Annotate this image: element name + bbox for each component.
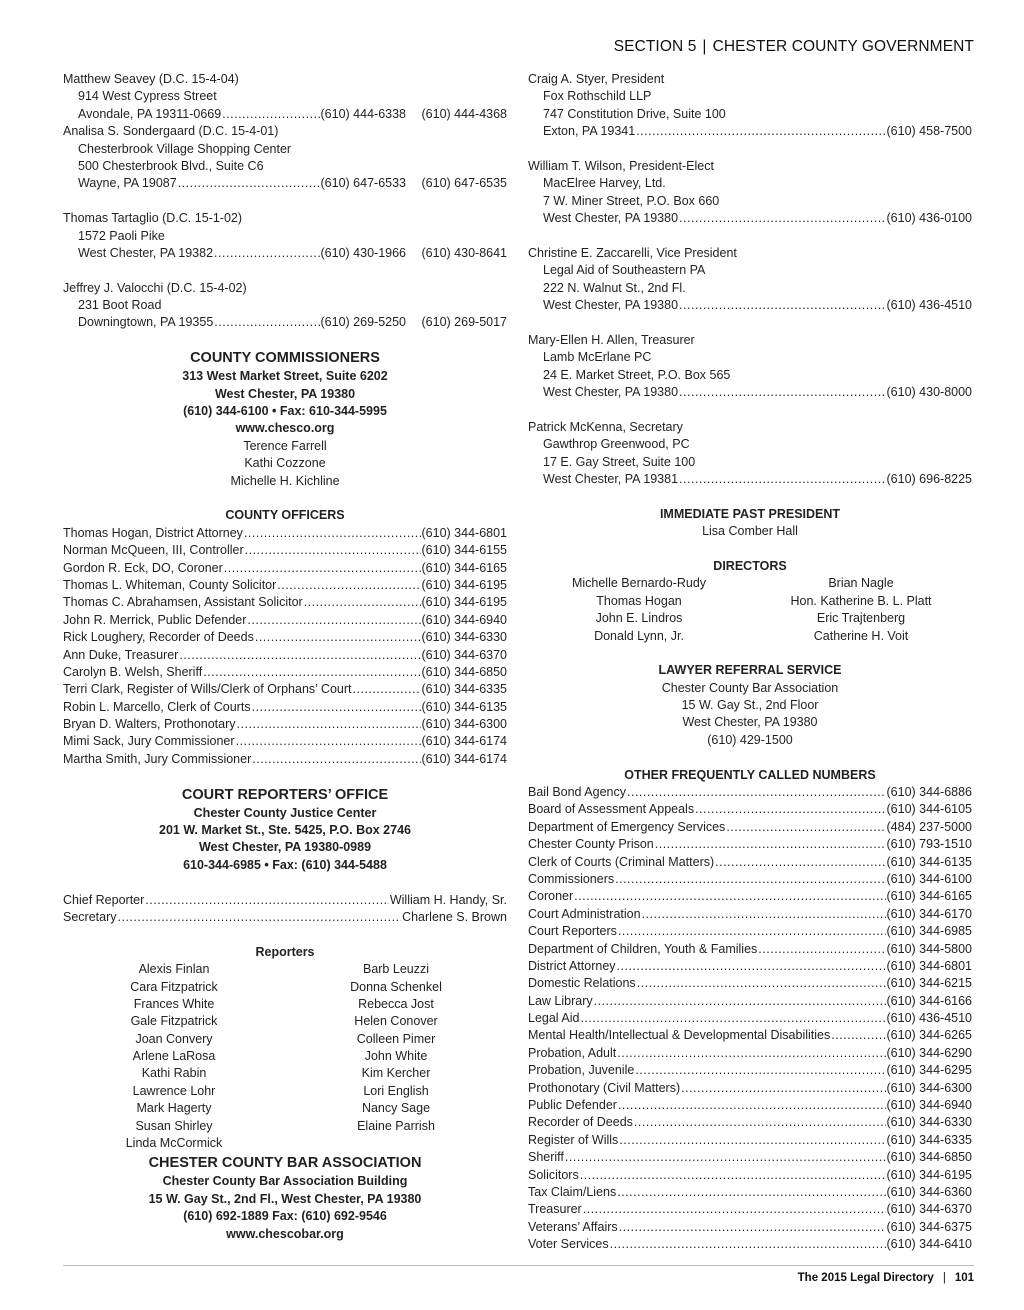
row-value: (610) 344-6335 <box>421 682 507 697</box>
reporter-name: Cara Fitzpatrick <box>130 979 218 994</box>
officer-row <box>63 629 507 646</box>
row-label: Avondale, PA 19311-0669 <box>78 106 222 121</box>
row-value: (610) 344-6375 <box>886 1219 972 1234</box>
county-commissioners-section <box>63 349 507 490</box>
entry-name: Jeffrey J. Valocchi (D.C. 15-4-02) <box>63 280 247 295</box>
phone-row <box>528 801 972 818</box>
row-value: (610) 793-1510 <box>886 837 972 852</box>
officer-row <box>63 733 507 750</box>
fax-value: (610) 444-4368 <box>421 106 507 121</box>
reporter-name: Alexis Finlan <box>138 962 210 977</box>
past-president-name: Lisa Comber Hall <box>702 524 798 539</box>
reporter-name: Mark Hagerty <box>136 1101 212 1116</box>
row-value: (610) 344-6166 <box>886 993 972 1008</box>
commissioner-list <box>63 438 507 490</box>
row-value: (610) 647-6533 <box>320 176 406 191</box>
row-label: Register of Wills <box>528 1132 619 1147</box>
section-label: SECTION 5 <box>613 38 697 55</box>
row-value: (610) 344-6174 <box>421 751 507 766</box>
row-label: Chester County Prison <box>528 837 654 852</box>
page-number: 101 <box>954 1272 974 1284</box>
row-value: (610) 344-6195 <box>421 595 507 610</box>
entry-address-line: 222 N. Walnut St., 2nd Fl. <box>543 280 686 295</box>
address: 313 West Market Street, Suite 6202 <box>182 369 388 384</box>
officer-row <box>63 647 507 664</box>
row-label: Robin L. Marcello, Clerk of Courts <box>63 699 251 714</box>
reporter-name: Kathi Rabin <box>141 1066 207 1081</box>
row-value: (610) 344-6170 <box>886 906 972 921</box>
entry-address-line: Gawthrop Greenwood, PC <box>543 437 690 452</box>
row-value: (610) 430-8000 <box>886 385 972 400</box>
row-label: Commissioners <box>528 871 615 886</box>
phone-row <box>528 1027 972 1044</box>
director-name: Catherine H. Voit <box>813 628 909 643</box>
phone-row <box>528 1149 972 1166</box>
referral-line: 15 W. Gay St., 2nd Floor <box>681 698 819 713</box>
row-label: Voter Services <box>528 1237 609 1252</box>
row-label: Domestic Relations <box>528 976 636 991</box>
entry-name: Christine E. Zaccarelli, Vice President <box>528 245 737 260</box>
phone-row <box>528 819 972 836</box>
row-label: Tax Claim/Liens <box>528 1185 617 1199</box>
row-label: Clerk of Courts (Criminal Matters) <box>528 854 715 869</box>
directory-entry <box>63 123 507 193</box>
row-label: Veterans’ Affairs <box>528 1219 618 1234</box>
phone-row <box>528 993 972 1010</box>
footer-divider <box>63 1265 974 1266</box>
section-heading: CHESTER COUNTY BAR ASSOCIATION <box>148 1155 422 1172</box>
directors-right-column <box>750 575 972 645</box>
entry-address-line: 1572 Paoli Pike <box>78 228 165 243</box>
phone-row <box>528 1167 972 1184</box>
director-name: John E. Lindros <box>595 611 683 626</box>
row-label: Public Defender <box>528 1098 617 1113</box>
row-label: Secretary <box>63 909 117 924</box>
officer-row <box>63 751 507 768</box>
lawyer-referral-section <box>528 662 972 749</box>
bar-officer-entries <box>528 71 972 488</box>
row-label: Thomas C. Abrahamsen, Assistant Solicitor <box>63 595 303 610</box>
row-value: (610) 344-6330 <box>886 1115 972 1130</box>
address: 201 W. Market St., Ste. 5425, P.O. Box 2746 <box>159 823 411 838</box>
row-label: West Chester, PA 19380 <box>543 385 679 400</box>
entry-name: William T. Wilson, President-Elect <box>528 158 714 173</box>
officer-row <box>63 542 507 559</box>
reporter-name: Lawrence Lohr <box>132 1083 216 1098</box>
publication-title: The 2015 Legal Directory <box>797 1272 934 1284</box>
entry-address-line: 24 E. Market Street, P.O. Box 565 <box>543 367 731 382</box>
row-value: (610) 436-0100 <box>886 211 972 226</box>
row-value: (610) 344-6330 <box>421 630 507 645</box>
row-label: Chief Reporter <box>63 892 145 907</box>
reporters-list <box>63 961 507 1152</box>
phone-row <box>528 1184 972 1201</box>
row-value: (610) 344-6135 <box>421 699 507 714</box>
entry-address-line: 17 E. Gay Street, Suite 100 <box>543 454 696 469</box>
referral-line: Chester County Bar Association <box>661 680 839 695</box>
row-label: Terri Clark, Register of Wills/Clerk of Orphans’ Court <box>63 682 352 697</box>
row-value: (610) 344-6290 <box>886 1045 972 1060</box>
section-title: CHESTER COUNTY GOVERNMENT <box>712 38 974 55</box>
row-value: William H. Handy, Sr. <box>389 892 507 907</box>
building: Chester County Bar Association Building <box>162 1174 408 1189</box>
phone-row <box>528 975 972 992</box>
officer-row <box>63 525 507 542</box>
phone-row <box>528 871 972 888</box>
phone-row <box>528 1045 972 1062</box>
phone-row <box>528 1219 972 1236</box>
row-label: Gordon R. Eck, DO, Coroner <box>63 560 223 575</box>
row-value: (610) 344-6801 <box>886 958 972 973</box>
director-name: Brian Nagle <box>828 576 894 591</box>
entry-address-line: Lamb McErlane PC <box>543 350 652 365</box>
row-value: (610) 436-4510 <box>886 298 972 313</box>
phone-row <box>528 1132 972 1149</box>
entry-name: Analisa S. Sondergaard (D.C. 15-4-01) <box>63 124 279 139</box>
row-label: Thomas L. Whiteman, County Solicitor <box>63 577 277 592</box>
entry-name: Mary-Ellen H. Allen, Treasurer <box>528 332 695 347</box>
header-separator: | <box>702 38 707 55</box>
row-label: Probation, Adult <box>528 1045 617 1060</box>
entry-contact-row <box>528 384 972 401</box>
row-label: Board of Assessment Appeals <box>528 802 695 817</box>
director-name: Michelle Bernardo-Rudy <box>571 576 707 591</box>
officer-list <box>63 525 507 768</box>
reporter-name: Gale Fitzpatrick <box>130 1014 218 1029</box>
row-label: Court Reporters <box>528 924 617 939</box>
commissioner-name: Kathi Cozzone <box>244 456 326 471</box>
fax-value: (610) 430-8641 <box>421 245 507 260</box>
left-column <box>63 71 507 1243</box>
row-label: Bail Bond Agency <box>528 785 626 800</box>
section-heading: DIRECTORS <box>713 558 787 573</box>
phone-row <box>528 854 972 871</box>
row-label: Martha Smith, Jury Commissioner <box>63 751 252 766</box>
phone-row <box>528 923 972 940</box>
row-label: West Chester, PA 19382 <box>78 245 214 260</box>
reporter-name: Barb Leuzzi <box>362 962 429 977</box>
row-value: (610) 344-6940 <box>421 612 507 627</box>
entry-address-line: Legal Aid of Southeastern PA <box>543 263 706 278</box>
entry-contact-row <box>63 245 507 262</box>
directory-entry <box>63 210 507 262</box>
row-label: Coroner <box>528 889 574 904</box>
row-value: (610) 344-6335 <box>886 1132 972 1147</box>
reporter-name: Nancy Sage <box>361 1101 431 1116</box>
entry-contact-row <box>528 297 972 314</box>
city: West Chester, PA 19380 <box>214 386 356 401</box>
row-value: (610) 430-1966 <box>320 245 406 260</box>
row-label: Ann Duke, Treasurer <box>63 647 179 662</box>
directors-section <box>528 558 972 645</box>
entry-address-line: 7 W. Miner Street, P.O. Box 660 <box>543 193 720 208</box>
row-label: Thomas Hogan, District Attorney <box>63 525 243 540</box>
section-heading: COURT REPORTERS’ OFFICE <box>181 786 389 803</box>
directory-entry <box>528 245 972 315</box>
entry-contact-row <box>63 106 507 123</box>
referral-line: West Chester, PA 19380 <box>682 715 818 730</box>
other-numbers-section <box>528 767 972 1254</box>
directory-entry <box>528 158 972 228</box>
directors-left-column <box>528 575 750 645</box>
phone-row <box>528 1097 972 1114</box>
entry-name: Matthew Seavey (D.C. 15-4-04) <box>63 72 239 86</box>
phone-row <box>528 1062 972 1079</box>
row-label: Law Library <box>528 993 593 1008</box>
reporter-name: Linda McCormick <box>125 1136 223 1151</box>
row-label: Mental Health/Intellectual & Developmental Disabilities <box>528 1028 831 1043</box>
commissioner-name: Terence Farrell <box>243 438 327 453</box>
reporter-name: Colleen Pimer <box>356 1031 436 1046</box>
reporters-right-column <box>285 961 507 1152</box>
county-officers-section <box>63 507 507 768</box>
section-heading: LAWYER REFERRAL SERVICE <box>658 663 842 678</box>
row-value: (610) 436-4510 <box>886 1011 972 1026</box>
phone-row <box>528 888 972 905</box>
row-label: Solicitors <box>528 1167 579 1182</box>
phone-row <box>528 958 972 975</box>
right-column <box>528 71 972 1254</box>
bar-association-section <box>63 1154 507 1243</box>
row-value: (610) 444-6338 <box>320 106 406 121</box>
other-numbers-list <box>528 784 972 1254</box>
row-label: Downingtown, PA 19355 <box>78 315 214 330</box>
reporter-name: Rebecca Jost <box>358 996 434 1011</box>
entry-contact-row <box>63 314 507 331</box>
section-heading: IMMEDIATE PAST PRESIDENT <box>659 506 841 521</box>
reporter-name: Elaine Parrish <box>357 1118 435 1133</box>
section-heading: COUNTY OFFICERS <box>225 508 345 523</box>
officer-row <box>63 681 507 698</box>
row-value: (610) 344-6165 <box>421 560 507 575</box>
row-label: Prothonotary (Civil Matters) <box>528 1080 681 1095</box>
row-label: Rick Loughery, Recorder of Deeds <box>63 630 254 645</box>
row-value: (610) 344-6886 <box>886 785 972 800</box>
reporters-heading: Reporters <box>255 944 315 959</box>
row-label: Sheriff <box>528 1150 564 1165</box>
director-name: Donald Lynn, Jr. <box>594 628 684 643</box>
reporter-name: Joan Convery <box>135 1031 213 1046</box>
row-value: (610) 344-6215 <box>886 976 972 991</box>
directory-entry <box>528 419 972 489</box>
row-value: (610) 344-6165 <box>886 889 972 904</box>
reporters-left-column <box>63 961 285 1152</box>
entry-address-line: 500 Chesterbrook Blvd., Suite C6 <box>78 158 264 173</box>
address: 15 W. Gay St., 2nd Fl., West Chester, PA 19380 <box>148 1191 422 1206</box>
phone-row <box>528 906 972 923</box>
row-label: Recorder of Deeds <box>528 1115 633 1130</box>
reporter-name: Susan Shirley <box>135 1118 213 1133</box>
row-label: Bryan D. Walters, Prothonotary <box>63 717 236 732</box>
row-value: (610) 344-6265 <box>886 1028 972 1043</box>
entry-contact-row <box>528 471 972 488</box>
entry-address-line: 914 West Cypress Street <box>78 89 217 104</box>
phone: 610-344-6985 • Fax: (610) 344-5488 <box>183 857 387 872</box>
officer-row <box>63 577 507 594</box>
row-value: (610) 344-6300 <box>421 717 507 732</box>
reporter-name: Lori English <box>363 1083 429 1098</box>
entry-contact-row <box>528 210 972 227</box>
officer-row <box>63 594 507 611</box>
row-value: (610) 344-6410 <box>886 1237 972 1252</box>
row-label: Department of Children, Youth & Families <box>528 941 758 956</box>
footer-separator: | <box>942 1272 946 1284</box>
court-reporters-section <box>63 786 507 1153</box>
directory-entry <box>528 71 972 141</box>
row-value: (610) 344-6850 <box>421 664 507 679</box>
section-heading: COUNTY COMMISSIONERS <box>190 350 380 367</box>
row-label: District Attorney <box>528 958 616 973</box>
row-value: (610) 344-6100 <box>886 871 972 886</box>
row-value: (610) 344-6295 <box>886 1063 972 1078</box>
row-value: (610) 344-6105 <box>886 802 972 817</box>
entry-address-line: 747 Constitution Drive, Suite 100 <box>543 106 726 121</box>
row-value: (610) 344-6155 <box>421 543 507 558</box>
section-heading: OTHER FREQUENTLY CALLED NUMBERS <box>624 767 876 782</box>
building: Chester County Justice Center <box>193 805 377 820</box>
phone-row <box>528 1080 972 1097</box>
row-label: Wayne, PA 19087 <box>78 176 177 191</box>
referral-lines <box>528 680 972 750</box>
row-value: (610) 344-6195 <box>886 1167 972 1182</box>
row-value: (610) 344-6360 <box>886 1185 972 1199</box>
phone-row <box>528 1201 972 1218</box>
phone-row <box>528 1114 972 1131</box>
row-label: Treasurer <box>528 1202 582 1217</box>
phone-row <box>528 836 972 853</box>
reporter-name: Donna Schenkel <box>350 979 442 994</box>
entry-name: Patrick McKenna, Secretary <box>528 419 683 434</box>
directory-entry <box>63 280 507 332</box>
entry-address-line: Fox Rothschild LLP <box>543 89 652 104</box>
row-value: (610) 269-5250 <box>320 315 406 330</box>
entry-name: Thomas Tartaglio (D.C. 15-1-02) <box>63 211 243 226</box>
entry-address-line: MacElree Harvey, Ltd. <box>543 176 666 191</box>
referral-line: (610) 429-1500 <box>707 732 793 747</box>
row-value: (610) 344-6940 <box>886 1098 972 1113</box>
row-label: Department of Emergency Services <box>528 819 726 834</box>
page-header <box>614 38 974 56</box>
directors-list <box>528 575 972 645</box>
row-label: Probation, Juvenile <box>528 1063 635 1078</box>
row-label: Exton, PA 19341 <box>543 124 636 139</box>
row-value: (610) 344-6370 <box>886 1202 972 1217</box>
phone-row <box>528 1010 972 1027</box>
officer-row <box>63 560 507 577</box>
directory-entry <box>63 71 507 123</box>
row-label: John R. Merrick, Public Defender <box>63 612 247 627</box>
row-label: Norman McQueen, III, Controller <box>63 543 244 558</box>
fax-value: (610) 647-6535 <box>421 176 507 191</box>
phone-row <box>528 941 972 958</box>
reporter-name: John White <box>364 1049 428 1064</box>
phone: (610) 692-1889 Fax: (610) 692-9546 <box>183 1209 387 1224</box>
row-label: West Chester, PA 19381 <box>543 471 679 486</box>
row-value: (610) 344-6135 <box>886 854 972 869</box>
row-value: (610) 696-8225 <box>886 471 972 486</box>
website-link[interactable]: www.chescobar.org <box>226 1226 344 1241</box>
entry-address-line: 231 Boot Road <box>78 298 162 313</box>
entry-name: Craig A. Styer, President <box>528 72 665 86</box>
row-label: Mimi Sack, Jury Commissioner <box>63 734 235 749</box>
row-label: Legal Aid <box>528 1011 580 1026</box>
row-value: (610) 344-6370 <box>421 647 507 662</box>
city: West Chester, PA 19380-0989 <box>198 840 372 855</box>
reporter-name: Frances White <box>133 996 215 1011</box>
officer-row <box>63 699 507 716</box>
row-value: (610) 344-6195 <box>421 577 507 592</box>
entry-contact-row <box>528 123 972 140</box>
row-value: (610) 344-6300 <box>886 1080 972 1095</box>
phone-row <box>528 1236 972 1253</box>
reporter-name: Helen Conover <box>354 1014 438 1029</box>
page-footer <box>798 1272 974 1284</box>
row-value: (610) 344-6174 <box>421 734 507 749</box>
chief-reporter-row <box>63 892 507 909</box>
director-name: Hon. Katherine B. L. Platt <box>790 593 932 608</box>
row-label: West Chester, PA 19380 <box>543 298 679 313</box>
director-name: Eric Trajtenberg <box>816 611 906 626</box>
row-value: (484) 237-5000 <box>886 819 972 834</box>
row-value: (610) 344-5800 <box>886 941 972 956</box>
fax-value: (610) 269-5017 <box>421 315 507 330</box>
reporter-name: Kim Kercher <box>361 1066 431 1081</box>
row-label: West Chester, PA 19380 <box>543 211 679 226</box>
district-court-entries <box>63 71 507 332</box>
officer-row <box>63 716 507 733</box>
phone: (610) 344-6100 • Fax: 610-344-5995 <box>183 404 387 419</box>
row-value: (610) 344-6850 <box>886 1150 972 1165</box>
row-value: Charlene S. Brown <box>402 909 507 924</box>
entry-contact-row <box>63 175 507 192</box>
phone-row <box>528 784 972 801</box>
officer-row <box>63 612 507 629</box>
entry-address-line: Chesterbrook Village Shopping Center <box>78 141 292 156</box>
row-value: (610) 458-7500 <box>886 124 972 139</box>
row-label: Carolyn B. Welsh, Sheriff <box>63 664 203 679</box>
row-label: Court Administration <box>528 906 641 921</box>
officer-row <box>63 664 507 681</box>
row-value: (610) 344-6801 <box>421 525 507 540</box>
secretary-row <box>63 909 507 926</box>
website-link[interactable]: www.chesco.org <box>235 421 335 436</box>
director-name: Thomas Hogan <box>596 593 682 608</box>
past-president-section <box>528 506 972 541</box>
row-value: (610) 344-6985 <box>886 924 972 939</box>
directory-entry <box>528 332 972 402</box>
reporter-name: Arlene LaRosa <box>132 1049 216 1064</box>
commissioner-name: Michelle H. Kichline <box>230 473 340 488</box>
